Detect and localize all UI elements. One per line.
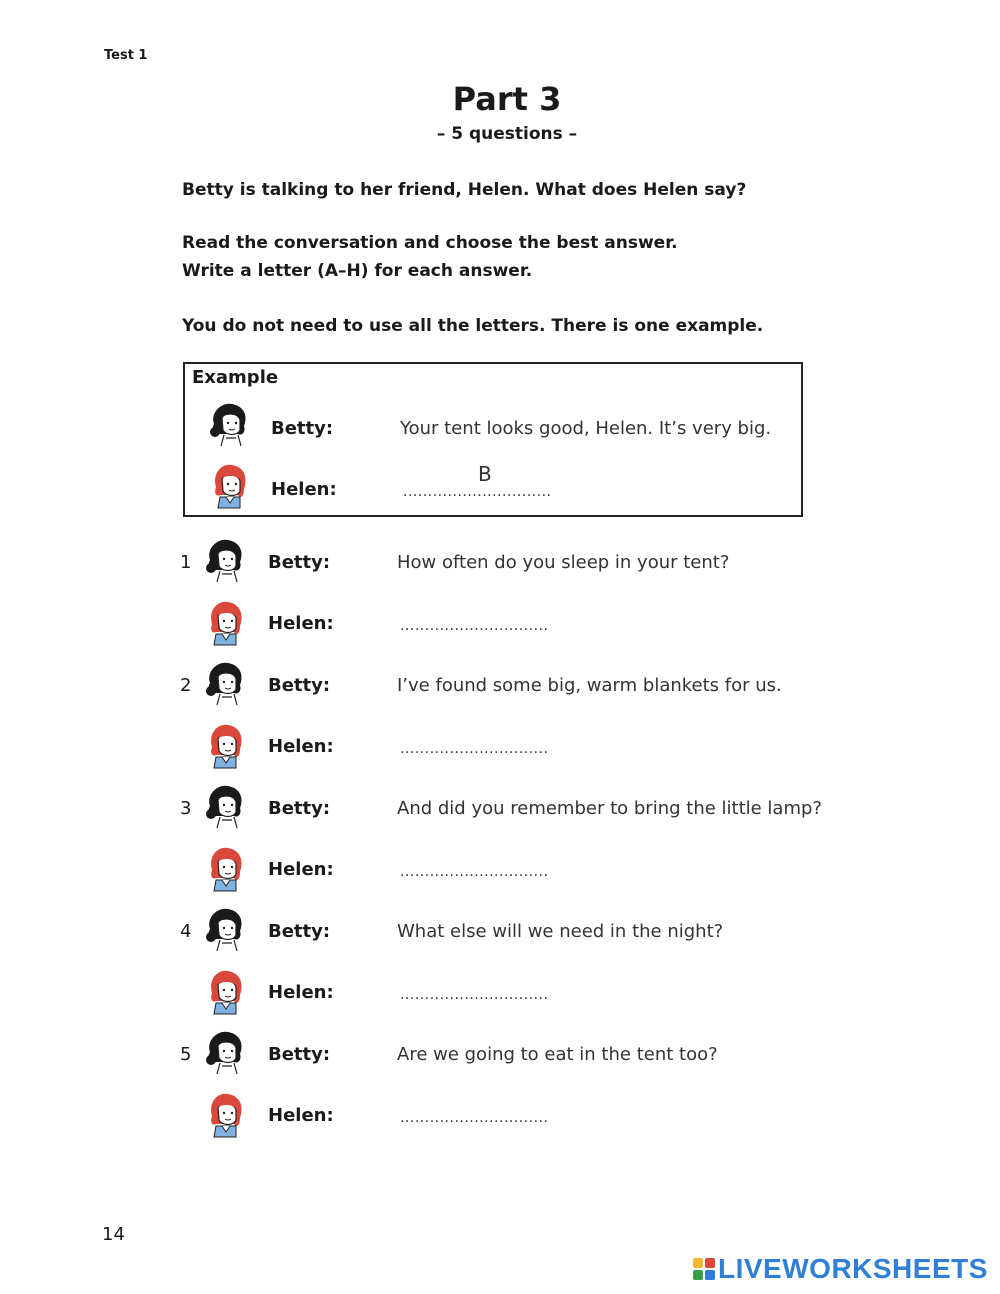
question-betty-label: Betty: (268, 798, 331, 819)
question-betty-label: Betty: (268, 552, 331, 573)
example-title: Example (192, 367, 279, 388)
logo-text: LIVEWORKSHEETS (718, 1253, 988, 1284)
question-number: 4 (180, 921, 192, 942)
betty-avatar-icon (204, 784, 246, 830)
liveworksheets-logo-icon (692, 1257, 716, 1281)
question-number: 5 (180, 1044, 192, 1065)
betty-avatar-icon (204, 1030, 246, 1076)
helen-avatar-icon (204, 1092, 246, 1138)
answer-blank[interactable]: .............................. (400, 864, 549, 880)
helen-avatar-icon (204, 723, 246, 769)
example-answer-line: .............................. (403, 484, 552, 500)
instruction-write: Write a letter (A–H) for each answer. (182, 261, 533, 281)
helen-avatar-icon (204, 969, 246, 1015)
example-betty-line: Your tent looks good, Helen. It’s very big. (400, 418, 772, 439)
page-number: 14 (102, 1224, 125, 1245)
answer-blank[interactable]: .............................. (400, 618, 549, 634)
example-betty-label: Betty: (271, 418, 334, 439)
example-answer: B (478, 462, 492, 486)
part-subtitle: – 5 questions – (436, 124, 578, 144)
instruction-read: Read the conversation and choose the best answer. (182, 233, 678, 253)
answer-blank[interactable]: .............................. (400, 987, 549, 1003)
liveworksheets-logo[interactable] (692, 1253, 988, 1285)
instruction-scenario: Betty is talking to her friend, Helen. What does Helen say? (182, 180, 747, 200)
question-betty-label: Betty: (268, 921, 331, 942)
helen-avatar-icon (204, 600, 246, 646)
question-betty-label: Betty: (268, 675, 331, 696)
question-helen-label: Helen: (268, 613, 334, 634)
instruction-letters: You do not need to use all the letters. There is one example. (182, 316, 764, 336)
helen-avatar-icon (208, 463, 250, 509)
question-betty-line: What else will we need in the night? (397, 921, 724, 942)
betty-avatar-icon (208, 402, 250, 448)
betty-avatar-icon (204, 661, 246, 707)
betty-avatar-icon (204, 538, 246, 584)
question-betty-label: Betty: (268, 1044, 331, 1065)
question-betty-line: And did you remember to bring the little lamp? (397, 798, 822, 819)
question-number: 2 (180, 675, 192, 696)
question-helen-label: Helen: (268, 736, 334, 757)
question-betty-line: How often do you sleep in your tent? (397, 552, 730, 573)
question-betty-line: Are we going to eat in the tent too? (397, 1044, 718, 1065)
answer-blank[interactable]: .............................. (400, 741, 549, 757)
question-helen-label: Helen: (268, 982, 334, 1003)
question-helen-label: Helen: (268, 859, 334, 880)
helen-avatar-icon (204, 846, 246, 892)
question-number: 3 (180, 798, 192, 819)
question-number: 1 (180, 552, 192, 573)
answer-blank[interactable]: .............................. (400, 1110, 549, 1126)
part-title: Part 3 (452, 80, 562, 118)
question-helen-label: Helen: (268, 1105, 334, 1126)
test-label: Test 1 (104, 48, 148, 63)
betty-avatar-icon (204, 907, 246, 953)
example-helen-label: Helen: (271, 479, 337, 500)
question-betty-line: I’ve found some big, warm blankets for us. (397, 675, 782, 696)
